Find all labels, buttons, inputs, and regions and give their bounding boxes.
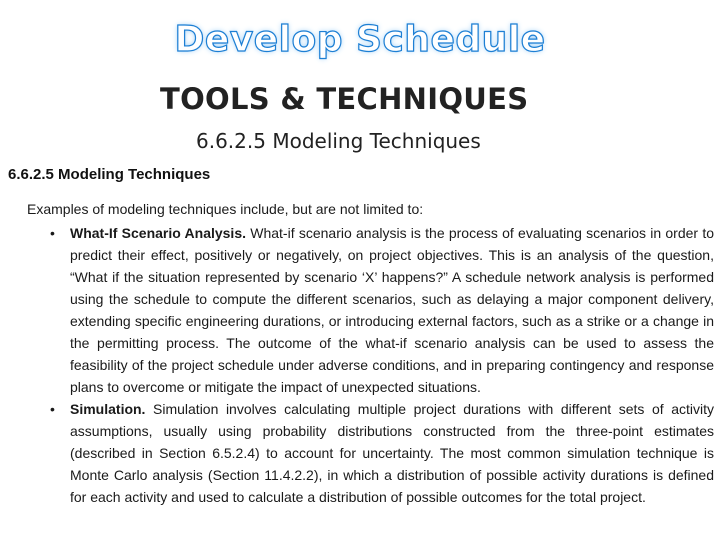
term-what-if: What-If Scenario Analysis.	[70, 225, 247, 241]
technique-list	[8, 222, 714, 508]
document-excerpt	[8, 164, 714, 508]
slide-title: Develop Schedule	[174, 19, 546, 60]
list-item-what-if	[8, 222, 714, 398]
slide-subtitle: TOOLS & TECHNIQUES	[160, 82, 529, 116]
bullet-icon: •	[50, 225, 55, 241]
description-simulation: Simulation involves calculating multiple project durations with different sets of activity assumptions, usually using probability distributions constructed from the three-point estimates (described in Section 6.5.2.4) to account for uncertainty. The most common simulation technique is Monte Carlo analysis (Section 11.4.2.2), in which a distribution of possible activity durations is defined for each activity and used to calculate a distribution of possible outcomes for the total project.	[70, 401, 714, 505]
list-item-simulation	[8, 398, 714, 508]
intro-paragraph: Examples of modeling techniques include, but are not limited to:	[27, 201, 424, 217]
description-what-if: What-if scenario analysis is the process of evaluating scenarios in order to predict their effect, positively or negatively, on project objectives. This is an analysis of the question, “What if the situation represented by scenario ‘X’ happens?” A schedule network analysis is performed using the schedule to compute the different scenarios, such as delaying a major component delivery, extending specific engineering durations, or introducing external factors, such as a strike or a change in the permitting process. The outcome of the what-if scenario analysis can be used to assess the feasibility of the project schedule under adverse conditions, and in preparing contingency and response plans to overcome or mitigate the impact of unexpected situations.	[70, 225, 714, 395]
term-simulation: Simulation.	[70, 401, 146, 417]
slide-caption: 6.6.2.5 Modeling Techniques	[196, 129, 481, 153]
bullet-icon: •	[50, 401, 55, 417]
section-heading: 6.6.2.5 Modeling Techniques	[8, 166, 211, 183]
